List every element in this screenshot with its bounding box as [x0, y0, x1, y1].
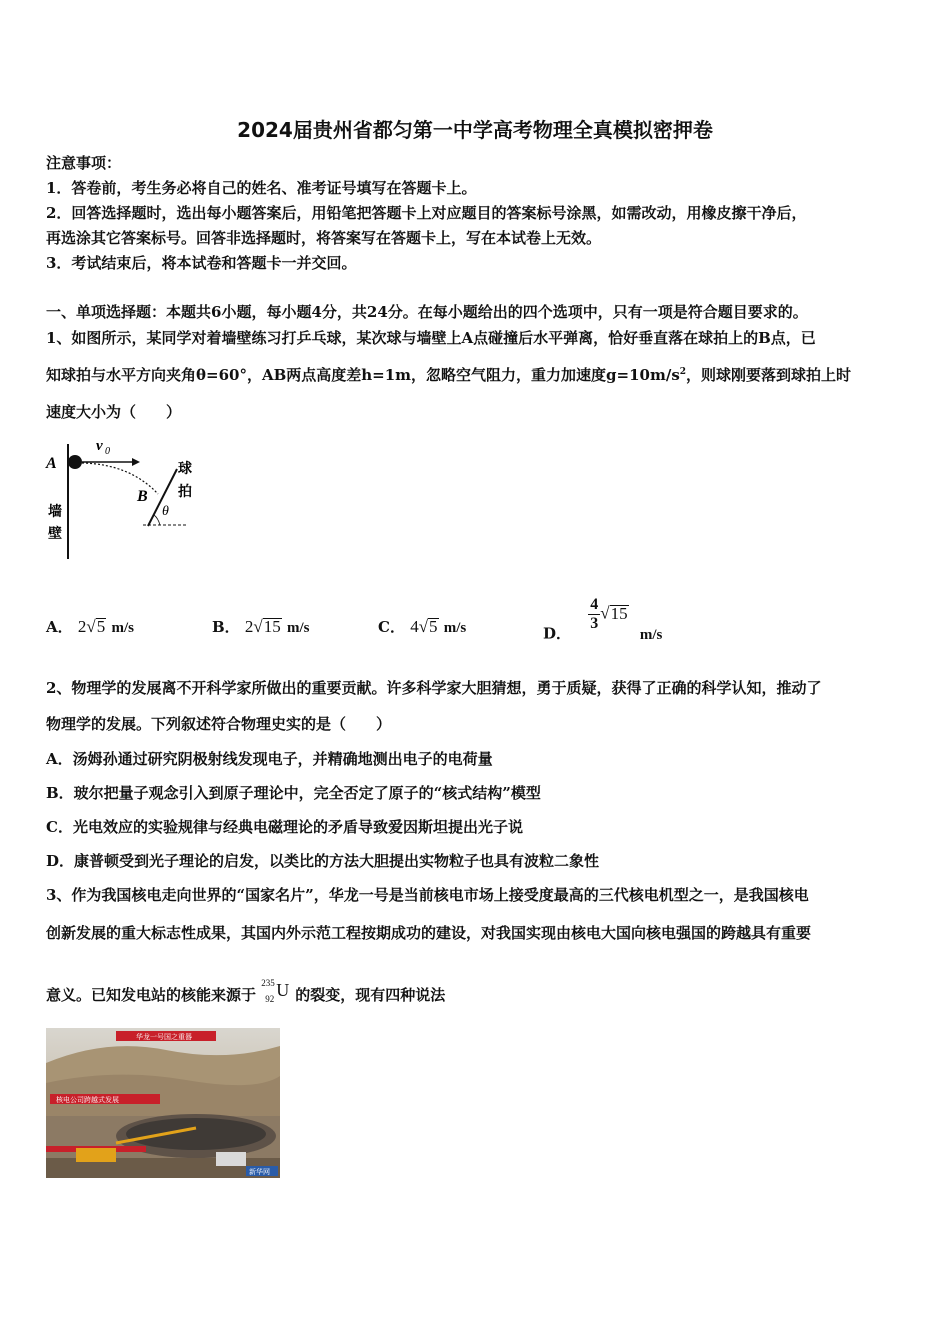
notice-item-1: 1．答卷前，考生务必将自己的姓名、准考证号填写在答题卡上。: [46, 179, 477, 197]
q1-option-d: D． $\frac{4}{3}$ √15 m/s: [543, 596, 663, 643]
angle-arc: [154, 515, 160, 525]
q1-line-2-text: 知球拍与水平方向夹角θ=60°，AB两点高度差h=1m，忽略空气阻力，重力加速度g=10m/s: [46, 366, 680, 384]
option-d-unit: m/s: [639, 626, 663, 643]
option-d-denominator: 3: [590, 615, 599, 632]
uranium-isotope: [261, 978, 295, 1008]
q3-line-3-end: 的裂变，现有四种说法: [295, 986, 446, 1004]
q1-exponent: 2: [679, 367, 687, 377]
page-title: 2024届贵州省都匀第一中学高考物理全真模拟密押卷: [237, 118, 713, 142]
option-b-coef: 2: [244, 617, 254, 636]
ball: [68, 455, 82, 469]
q2-line-2: 物理学的发展。下列叙述符合物理史实的是（ ）: [46, 715, 392, 733]
q1-line-1: 1、如图所示，某同学对着墙壁练习打乒乓球，某次球与墙壁上A点碰撞后水平弹离，恰好垂直落在球拍上的B点，已: [46, 329, 816, 347]
option-a-radicand: 5: [96, 617, 106, 636]
q2-option-a: A．汤姆孙通过研究阴极射线发现电子，并精确地测出电子的电荷量: [46, 750, 493, 768]
q1-line-3: 速度大小为（ ）: [46, 403, 182, 421]
option-a-coef: 2: [77, 617, 87, 636]
option-b-unit: m/s: [287, 620, 310, 636]
label-b: B: [137, 488, 148, 505]
q1-option-a: A． 2√5 m/s: [46, 617, 134, 636]
q2-line-1: 2、物理学的发展离不开科学家所做出的重要贡献。许多科学家大胆猜想，勇于质疑，获得了正确的科学认知，推动了: [46, 679, 822, 697]
q2-option-c: C．光电效应的实验规律与经典电磁理论的矛盾导致爱因斯坦提出光子说: [46, 818, 523, 836]
option-a-letter: A．: [46, 618, 73, 636]
isotope-atomic-number: 92: [265, 994, 275, 1004]
q1-line-2: [46, 364, 851, 385]
option-c-unit: m/s: [443, 620, 467, 636]
velocity-arrowhead: [132, 458, 140, 466]
q1-figure: [40, 434, 210, 564]
isotope-mass-number: 235: [261, 978, 275, 988]
label-a: A: [46, 455, 57, 472]
construction-photo: [46, 1028, 280, 1178]
label-wall-1: 墙: [48, 504, 62, 520]
q1-line-2-end: ，则球刚要落到球拍上时: [686, 366, 852, 384]
q1-option-b: B． 2√15 m/s: [212, 617, 310, 636]
q2-option-d: D．康普顿受到光子理论的启发，以类比的方法大胆提出实物粒子也具有波粒二象性: [46, 852, 600, 870]
option-b-radicand: 15: [263, 617, 281, 636]
label-wall-2: 壁: [48, 526, 62, 542]
option-d-letter: D．: [543, 624, 572, 643]
q3-line-3: [46, 978, 445, 1008]
label-v0: v: [96, 438, 103, 454]
notice-item-3: 3．考试结束后，将本试卷和答题卡一并交回。: [46, 254, 357, 272]
option-c-radicand: 5: [429, 617, 438, 636]
label-racket-2: 拍: [178, 484, 192, 500]
label-racket-1: 球: [178, 461, 192, 477]
q3-line-3-text: 意义。已知发电站的核能来源于: [46, 986, 257, 1004]
option-d-fraction: [588, 596, 600, 633]
q3-line-1: 3、作为我国核电走向世界的“国家名片”，华龙一号是当前核电市场上接受度最高的三代核电机型之一，是我国核电: [46, 886, 809, 904]
notice-heading: 注意事项：: [46, 154, 122, 172]
q1-option-c: C． 4√5 m/s: [378, 617, 467, 636]
notice-item-2a: 2．回答选择题时，选出每小题答案后，用铅笔把答题卡上对应题目的答案标号涂黑，如需改动，用橡皮擦干净后，: [46, 204, 807, 222]
q2-option-b: B．玻尔把量子观念引入到原子理论中，完全否定了原子的“核式结构”模型: [46, 784, 541, 802]
label-v0-sub: 0: [105, 446, 110, 457]
option-a-unit: m/s: [111, 620, 134, 636]
option-d-numerator: 4: [590, 596, 599, 613]
option-c-letter: C．: [378, 618, 405, 636]
isotope-symbol: U: [276, 980, 290, 1000]
section-heading: 一、单项选择题：本题共6小题，每小题4分，共24分。在每小题给出的四个选项中，只有一项是符合题目要求的。: [46, 303, 808, 321]
option-d-radicand: 15: [610, 603, 628, 623]
q3-line-2: 创新发展的重大标志性成果，其国内外示范工程按期成功的建设，对我国实现由核电大国向核电强国的跨越具有重要: [46, 924, 812, 942]
photo-watermark: 新华网: [249, 1168, 270, 1176]
label-theta: θ: [162, 504, 169, 519]
option-c-coef: 4: [410, 617, 419, 636]
photo-banner-2: 核电公司跨越式发展: [56, 1096, 119, 1104]
photo-banner-1: 华龙一号国之重器: [136, 1033, 192, 1041]
notice-item-2b: 再选涂其它答案标号。回答非选择题时，将答案写在答题卡上，写在本试卷上无效。: [46, 229, 602, 247]
option-b-letter: B．: [212, 618, 240, 636]
